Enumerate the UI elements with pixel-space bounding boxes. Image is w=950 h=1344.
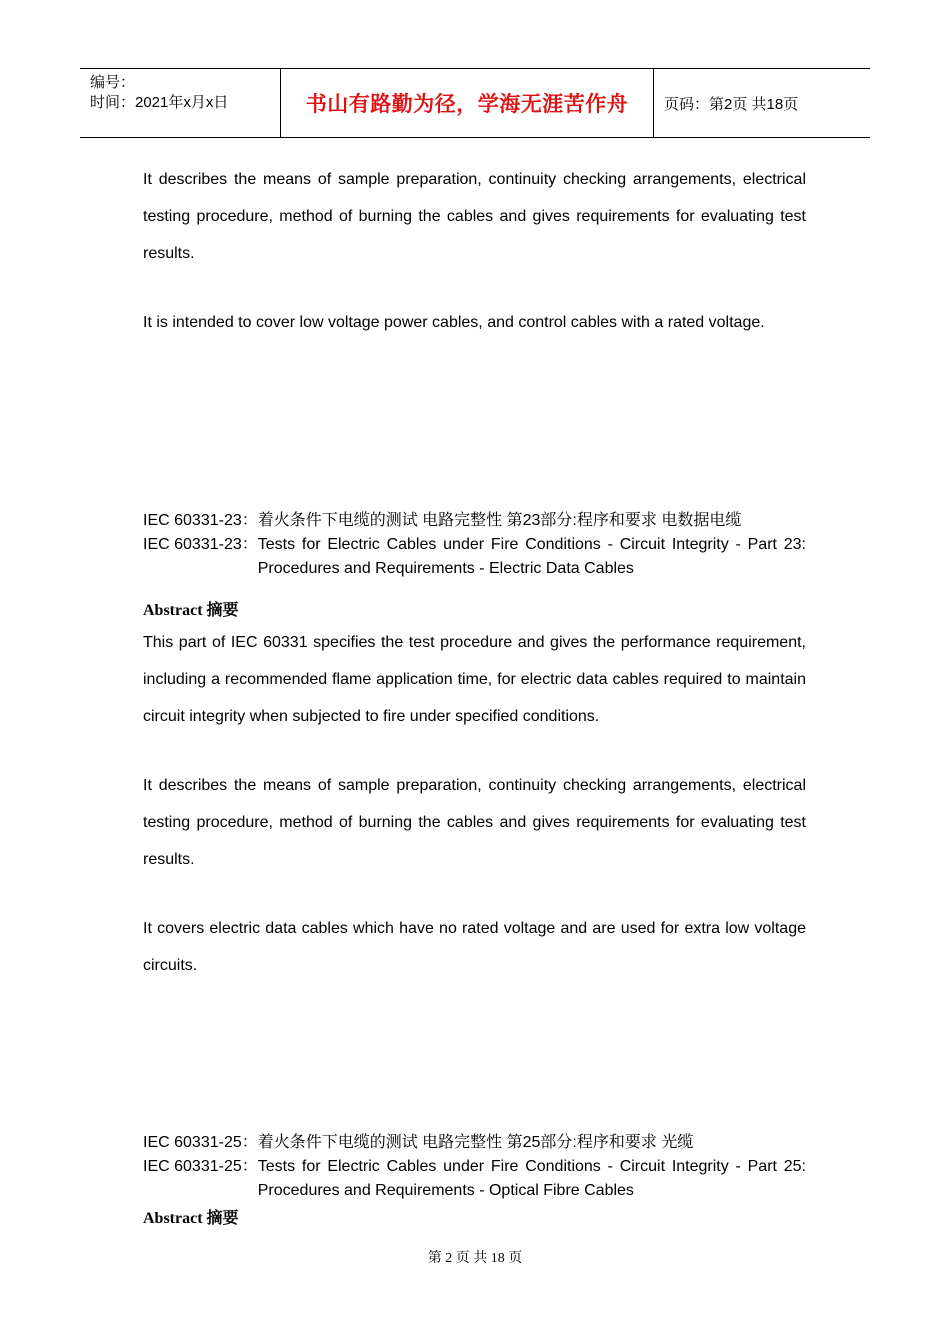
section-23-paragraph-1: This part of IEC 60331 specifies the test procedure and gives the performance requirement, including a recommended flame application time, for electric data cables required to maintain circuit integrity when subjected to fire under specified conditions. <box>143 634 806 725</box>
block1-paragraph-2: It is intended to cover low voltage power cables, and control cables with a rated voltage. <box>143 314 765 331</box>
header-motto: 书山有路勤为径，学海无涯苦作舟 <box>281 69 654 137</box>
header-number: 编号： <box>90 74 136 91</box>
header-date: 时间：2021年x月x日 <box>90 94 229 111</box>
section-23-paragraph-3: It covers electric data cables which have no rated voltage and are used for extra low voltage circuits. <box>143 920 806 974</box>
page-header <box>80 68 870 138</box>
section-60331-23 <box>143 509 806 984</box>
block1-paragraph-1: It describes the means of sample preparation, continuity checking arrangements, electrical testing procedure, method of burning the cables and gives requirements for evaluating test results. <box>143 171 806 262</box>
section-23-title-text: Tests for Electric Cables under Fire Conditions - Circuit Integrity - Part 23: Procedures and Requirements - Electric Data Cables <box>257 536 806 577</box>
section-23-abstract-heading: Abstract 摘要 <box>143 602 239 619</box>
header-meta <box>80 69 281 137</box>
section-25-ref: IEC 60331-25： <box>143 1158 258 1175</box>
block1 <box>143 161 806 341</box>
section-60331-25 <box>143 1131 806 1228</box>
section-25-zh-title: IEC 60331-25：着火条件下电缆的测试 电路完整性 第25部分:程序和要求 光缆 <box>143 1134 694 1151</box>
section-23-ref: IEC 60331-23： <box>143 536 258 553</box>
section-23-zh-title: IEC 60331-23：着火条件下电缆的测试 电路完整性 第23部分:程序和要求 电数据电缆 <box>143 512 742 529</box>
section-25-abstract-heading: Abstract 摘要 <box>143 1210 239 1227</box>
section-23-en-title <box>143 533 806 581</box>
section-25-en-title <box>143 1155 806 1203</box>
section-23-paragraph-2: It describes the means of sample preparation, continuity checking arrangements, electrical testing procedure, method of burning the cables and gives requirements for evaluating test results. <box>143 777 806 868</box>
section-25-title-text: Tests for Electric Cables under Fire Conditions - Circuit Integrity - Part 25: Procedures and Requirements - Optical Fibre Cables <box>257 1158 806 1199</box>
page-footer: 第 2 页 共 18 页 <box>427 1251 523 1266</box>
header-page-info: 页码：第2页 共18页 <box>664 95 799 113</box>
